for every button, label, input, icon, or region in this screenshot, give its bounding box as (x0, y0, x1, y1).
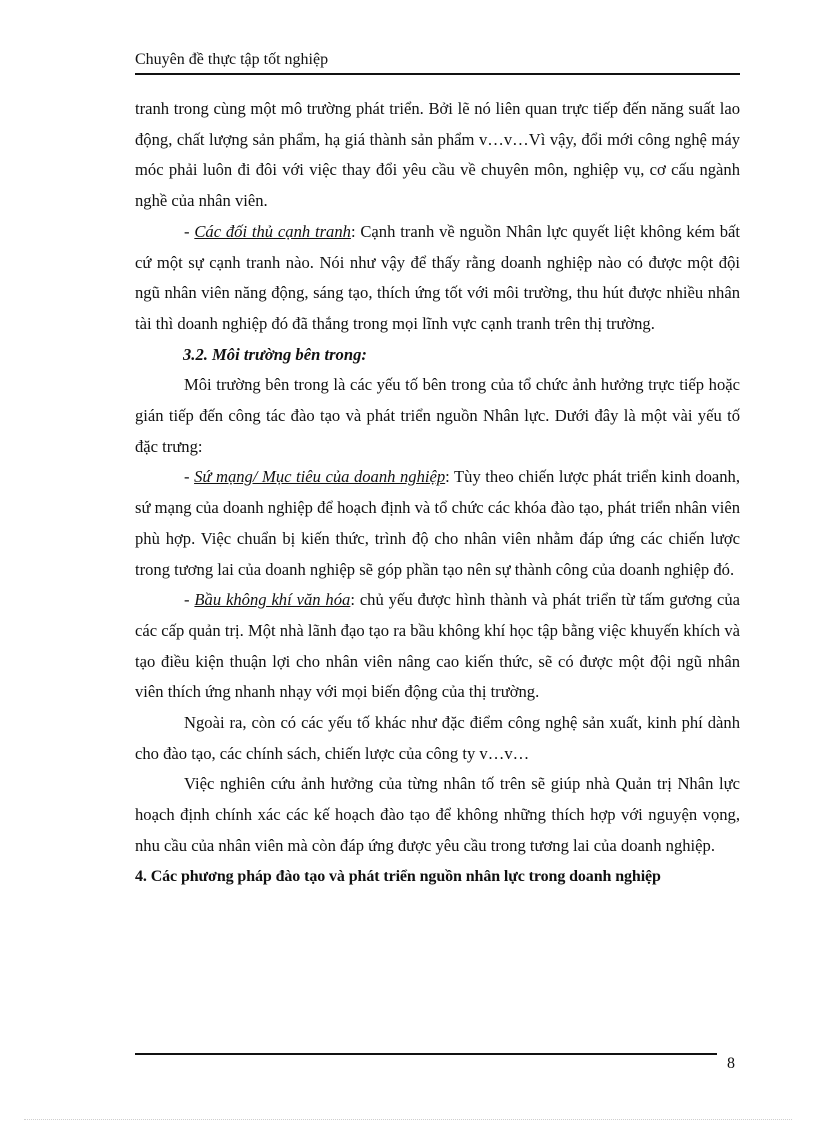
paragraph-internal-intro: Môi trường bên trong là các yếu tố bên trong của tổ chức ảnh hưởng trực tiếp hoặc gián tiếp đến công tác đào tạo và phát triển nguồn Nhân lực. Dưới đây là một vài yếu tố đặc trưng: (135, 375, 740, 456)
term-competitors: Các đối thủ cạnh tranh (194, 221, 351, 241)
header-title: Chuyên đề thực tập tốt nghiệp (135, 51, 329, 68)
page-header (135, 50, 740, 75)
page-number: 8 (727, 1055, 735, 1072)
paragraph-competitors-text: : Cạnh tranh về nguồn Nhân lực quyết liệt không kém bất cứ một sự cạnh tranh nào. Nói như vậy để thấy rằng doanh nghiệp nào có được một đội ngũ nhân viên năng động, sáng tạo, thích ứng tốt với môi trường, thu hút được nhiều nhân tài thì doanh nghiệp đó đã thắng trong mọi lĩnh vực cạnh tranh trên thị trường. (135, 221, 740, 333)
section-heading-methods: 4. Các phương pháp đào tạo và phát triển nguồn nhân lực trong doanh nghiệp (135, 867, 661, 885)
document-body (135, 94, 740, 892)
bullet-dash: - (184, 590, 195, 610)
bullet-dash: - (184, 221, 195, 241)
paragraph-other-factors: Ngoài ra, còn có các yếu tố khác như đặc điểm công nghệ sản xuất, kinh phí dành cho đào tạo, các chính sách, chiến lược của công ty v…v… (135, 713, 740, 763)
subheading-internal-environment: 3.2. Môi trường bên trong: (183, 344, 367, 364)
page-edge-divider (24, 1119, 792, 1120)
paragraph-conclusion: Việc nghiên cứu ảnh hưởng của từng nhân tố trên sẽ giúp nhà Quản trị Nhân lực hoạch định chính xác các kế hoạch đào tạo để không những thích hợp với nguyện vọng, nhu cầu của nhân viên mà còn đáp ứng được yêu cầu trong tương lai của doanh nghiệp. (135, 774, 740, 855)
paragraph-culture-text: : chủ yếu được hình thành và phát triển từ tấm gương của các cấp quản trị. Một nhà lãnh đạo tạo ra bầu không khí học tập bằng việc khuyến khích và tạo điều kiện thuận lợi cho nhân viên nâng cao kiến thức, sẽ có được một đội ngũ nhân viên thích ứng nhanh nhạy với mọi biến động của thị trường. (135, 590, 740, 702)
term-mission: Sứ mạng/ Mục tiêu của doanh nghiệp (194, 467, 446, 487)
bullet-dash: - (184, 467, 195, 487)
footer-rule (135, 1053, 717, 1055)
paragraph-competitors (135, 217, 740, 340)
paragraph-technology: tranh trong cùng một mô trường phát triển. Bởi lẽ nó liên quan trực tiếp đến năng suất lao động, chất lượng sản phẩm, hạ giá thành sản phẩm v…v…Vì vậy, đổi mới công nghệ máy móc phải luôn đi đôi với việc thay đổi yêu cầu về chuyên môn, nghiệp vụ, cơ cấu ngành nghề của nhân viên. (135, 99, 740, 211)
term-culture: Bầu không khí văn hóa (194, 590, 351, 610)
paragraph-culture (135, 585, 740, 708)
paragraph-mission-text: : Tùy theo chiến lược phát triển kinh doanh, sứ mạng của doanh nghiệp để hoạch định và tổ chức các khóa đào tạo, phát triển nhân viên phù hợp. Việc chuẩn bị kiến thức, trình độ cho nhân viên nhằm đáp ứng các chiến lược trong tương lai của doanh nghiệp sẽ góp phần tạo nên sự thành công của doanh nghiệp đó. (135, 467, 740, 579)
paragraph-mission (135, 462, 740, 585)
